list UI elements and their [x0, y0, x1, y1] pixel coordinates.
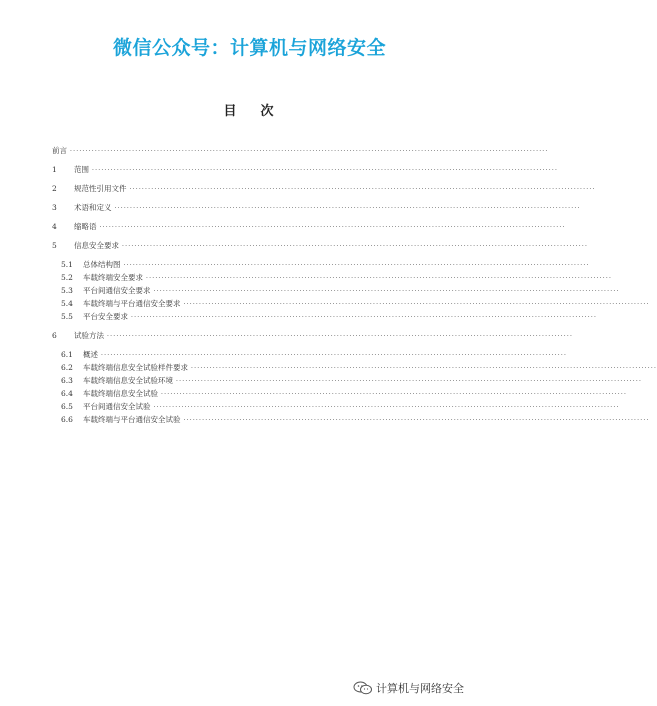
toc-row[interactable]	[52, 297, 650, 310]
watermark-banner: 微信公众号：计算机与网络安全	[112, 37, 386, 59]
toc-label: 缩略语	[74, 222, 97, 231]
leader-dots: ······················································································································································	[191, 365, 657, 372]
toc-number: 6.5	[61, 402, 73, 411]
toc-row[interactable]	[52, 348, 568, 361]
toc-number: 5.5	[61, 312, 73, 321]
toc-label: 前言	[52, 146, 67, 155]
toc-row-preface[interactable]	[52, 144, 549, 157]
footer-watermark	[353, 680, 464, 696]
leader-dots: ······················································································································································	[99, 224, 566, 231]
toc-row[interactable]	[52, 361, 657, 374]
table-of-contents	[52, 144, 657, 426]
leader-dots: ······················································································································································	[183, 417, 650, 424]
toc-label: 平台间通信安全要求	[83, 286, 151, 295]
wechat-icon	[353, 681, 373, 695]
toc-number: 5	[52, 241, 57, 250]
toc-number: 1	[52, 165, 57, 174]
toc-row[interactable]	[52, 182, 596, 195]
leader-dots: ······················································································································································	[107, 333, 574, 340]
toc-row[interactable]	[52, 387, 628, 400]
toc-number: 6.2	[61, 363, 73, 372]
toc-row[interactable]	[52, 163, 559, 176]
leader-dots: ······················································································································································	[114, 205, 581, 212]
toc-row[interactable]	[52, 220, 566, 233]
toc-label: 车载终端信息安全试验	[83, 389, 158, 398]
toc-label: 车载终端与平台通信安全试验	[83, 415, 181, 424]
leader-dots: ······················································································································································	[146, 275, 613, 282]
toc-row[interactable]	[52, 329, 574, 342]
toc-row[interactable]	[52, 201, 581, 214]
toc-number: 4	[52, 222, 57, 231]
toc-label: 范围	[74, 165, 89, 174]
leader-dots: ······················································································································································	[131, 314, 598, 321]
toc-label: 规范性引用文件	[74, 184, 127, 193]
toc-number: 2	[52, 184, 57, 193]
leader-dots: ······················································································································································	[161, 391, 628, 398]
toc-number: 6	[52, 331, 57, 340]
toc-number: 6.3	[61, 376, 73, 385]
toc-number: 3	[52, 203, 57, 212]
leader-dots: ······················································································································································	[183, 301, 650, 308]
toc-row[interactable]	[52, 400, 620, 413]
toc-row[interactable]	[52, 413, 650, 426]
toc-label: 信息安全要求	[74, 241, 119, 250]
toc-row[interactable]	[52, 284, 620, 297]
toc-label: 概述	[83, 350, 98, 359]
leader-dots: ··························································································································································	[70, 148, 549, 155]
leader-dots: ······················································································································································	[123, 262, 590, 269]
toc-label: 车载终端信息安全试验环境	[83, 376, 173, 385]
toc-number: 6.1	[61, 350, 73, 359]
toc-title-left: 目	[223, 104, 239, 119]
toc-title	[0, 100, 499, 119]
toc-title-right: 次	[260, 104, 276, 119]
toc-label: 车载终端安全要求	[83, 273, 143, 282]
toc-label: 试验方法	[74, 331, 104, 340]
toc-number: 5.3	[61, 286, 73, 295]
leader-dots: ······················································································································································	[176, 378, 643, 385]
leader-dots: ······················································································································································	[92, 167, 559, 174]
toc-number: 5.2	[61, 273, 73, 282]
toc-row[interactable]	[52, 374, 643, 387]
toc-row[interactable]	[52, 239, 589, 252]
leader-dots: ······················································································································································	[153, 288, 620, 295]
toc-row[interactable]	[52, 271, 613, 284]
leader-dots: ······················································································································································	[122, 243, 589, 250]
toc-label: 车载终端信息安全试验样件要求	[83, 363, 188, 372]
toc-number: 6.6	[61, 415, 73, 424]
toc-label: 车载终端与平台通信安全要求	[83, 299, 181, 308]
toc-row[interactable]	[52, 310, 598, 323]
toc-number: 5.1	[61, 260, 73, 269]
toc-label: 术语和定义	[74, 203, 112, 212]
toc-label: 总体结构图	[83, 260, 121, 269]
leader-dots: ······················································································································································	[129, 186, 596, 193]
toc-label: 平台安全要求	[83, 312, 128, 321]
toc-row[interactable]	[52, 258, 590, 271]
toc-number: 6.4	[61, 389, 73, 398]
leader-dots: ······················································································································································	[153, 404, 620, 411]
leader-dots: ······················································································································································	[101, 352, 568, 359]
toc-number: 5.4	[61, 299, 73, 308]
toc-label: 平台间通信安全试验	[83, 402, 151, 411]
watermark-text: 计算机与网络安全	[376, 682, 464, 695]
